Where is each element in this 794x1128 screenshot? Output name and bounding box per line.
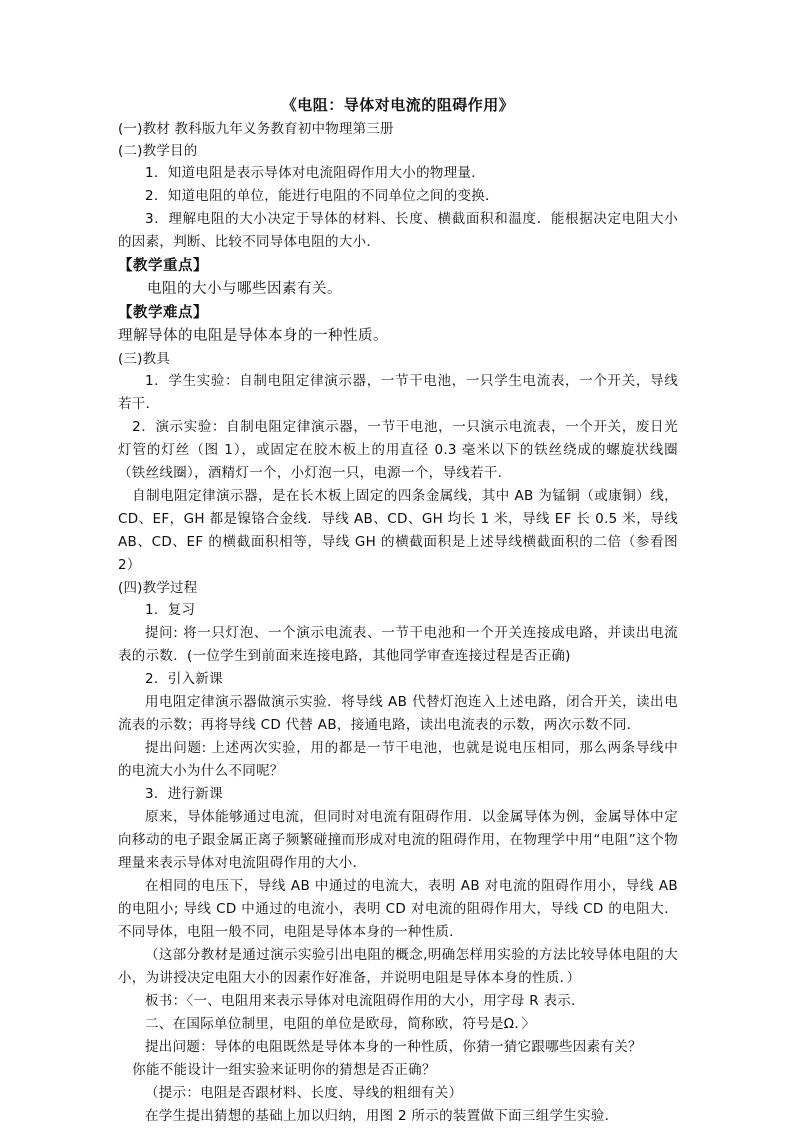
key-points-text: 电阻的大小与哪些因素有关。 <box>147 281 342 297</box>
textbook-line: (一)教材 教科版九年义务教育初中物理第三册 <box>118 121 394 137</box>
goal-item: 2．知道电阻的单位，能进行电阻的不同单位之间的变换． <box>145 188 499 204</box>
difficulties-text: 理解导体的电阻是导体本身的一种性质。 <box>118 328 388 344</box>
process-heading: (四)教学过程 <box>118 580 198 596</box>
hint-text: （提示：电阻是否跟材料、长度、导线的粗细有关） <box>145 1085 463 1101</box>
question-text: 提出问题：导体的电阻既然是导体本身的一种性质，你猜一猜它跟哪些因素有关？ <box>145 1039 642 1055</box>
goal-item: 1．知道电阻是表示导体对电流阻碍作用大小的物理量． <box>145 165 486 181</box>
difficulties-heading: 【教学难点】 <box>118 304 208 321</box>
key-points-heading: 【教学重点】 <box>118 257 208 274</box>
goal-item: 3．理解电阻的大小决定于导体的材料、长度、横截面积和温度．能根据决定电阻大小的因素，判断、比较不同导体电阻的大小． <box>118 211 678 250</box>
tools-item: 2．演示实验：自制电阻定律演示器，一节干电池，一只演示电流表，一个开关，废日光灯管的灯丝（图 1），或固定在胶木板上的用直径 0.3 毫米以下的铁丝绕成的螺旋状线圈（铁丝线圈），酒精灯一个，小灯泡一只，电源一个，导线若干． <box>118 419 678 481</box>
teaching-note: （这部分教材是通过演示实验引出电阻的概念,明确怎样用实验的方法比较导体电阻的大小，为讲授决定电阻大小的因素作好准备，并说明电阻是导体本身的性质．） <box>118 947 678 986</box>
intro-question: 提出问题: 上述两次实验，用的都是一节干电池，也就是说电压相同，那么两条导线中的电流大小为什么不同呢？ <box>118 740 678 779</box>
closing-text: 在学生提出猜想的基础上加以归纳，用图 2 所示的装置做下面三组学生实验． <box>145 1108 619 1124</box>
question-text: 你能不能设计一组实验来证明你的猜想是否正确？ <box>132 1062 436 1078</box>
new-lesson-label: 3．进行新课 <box>145 786 223 802</box>
tools-item: 1．学生实验：自制电阻定律演示器，一节干电池，一只学生电流表，一个开关，导线若干． <box>118 373 678 412</box>
board-note: 二、在国际单位制里，电阻的单位是欧母，简称欧，符号是Ω．〉 <box>145 1016 536 1032</box>
board-note: 板书：〈一、电阻用来表示导体对电流阻碍作用的大小，用字母 R 表示． <box>145 993 585 1009</box>
review-text: 提问: 将一只灯泡、一个演示电流表、一节干电池和一个开关连接成电路，并读出电流表的示数．(一位学生到前面来连接电路，其他同学审查连接过程是否正确) <box>118 625 678 664</box>
document-title: 《电阻：导体对电流的阻碍作用》 <box>281 96 515 114</box>
intro-text: 用电阻定律演示器做演示实验．将导线 AB 代替灯泡连入上述电路，闭合开关，读出电流表的示数；再将导线 CD 代替 AB，接通电路，读出电流表的示数，两次示数不同． <box>118 694 678 733</box>
goals-heading: (二)教学目的 <box>118 143 198 159</box>
new-lesson-paragraph: 原来，导体能够通过电流，但同时对电流有阻碍作用．以金属导体为例，金属导体中定向移动的电子跟金属正离子频繁碰撞而形成对电流的阻碍作用，在物理学中用“电阻”这个物理量来表示导体对电流阻碍作用的大小． <box>118 809 678 871</box>
intro-label: 2．引入新课 <box>145 671 223 687</box>
new-lesson-paragraph: 在相同的电压下，导线 AB 中通过的电流大，表明 AB 对电流的阻碍作用小，导线 AB 的电阻小; 导线 CD 中通过的电流小，表明 CD 对电流的阻碍作用大，导线 CD 的电阻大．不同导体，电阻一般不同，电阻是导体本身的一种性质． <box>118 878 678 940</box>
tools-heading: (三)教具 <box>118 351 171 367</box>
tools-description: 自制电阻定律演示器，是在长木板上固定的四条金属线，其中 AB 为锰铜（或康铜）线，CD、EF，GH 都是镍铬合金线．导线 AB、CD、GH 均长 1 米，导线 EF 长 0.5 米，导线 AB、CD、EF 的横截面积相等，导线 GH 的横截面积是上述导线横截面积的二倍（参看图 2） <box>118 488 678 573</box>
review-label: 1．复习 <box>145 602 196 618</box>
